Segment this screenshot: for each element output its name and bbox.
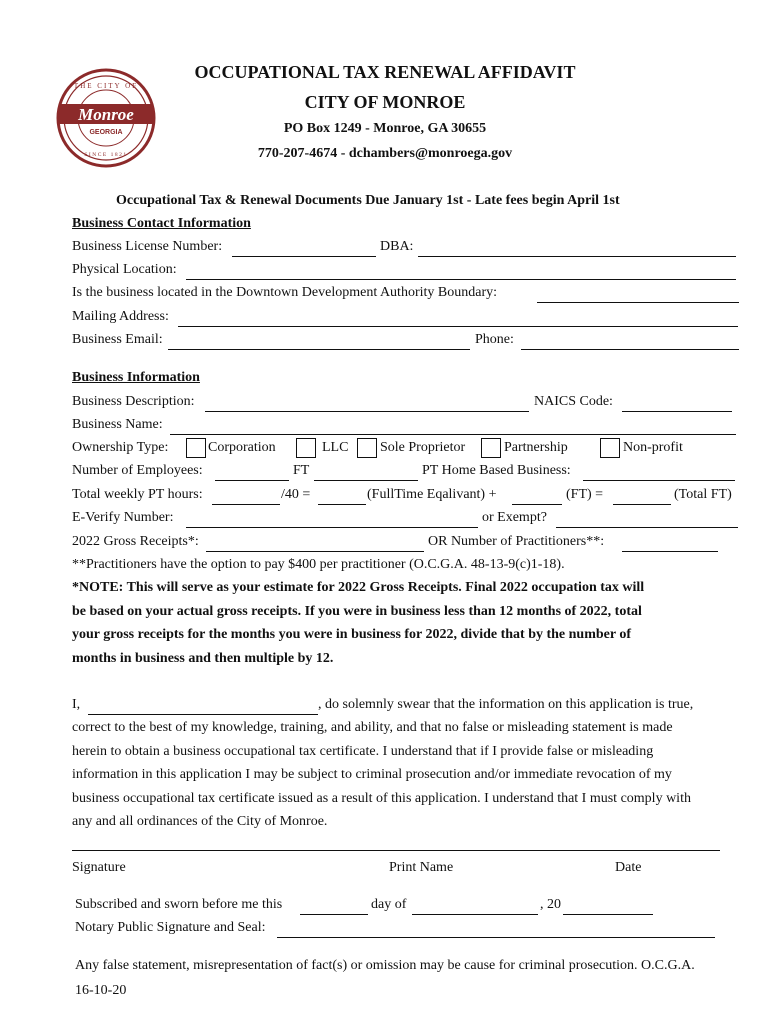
divide-by-40-label: /40 =: [281, 487, 311, 502]
phone-field[interactable]: [521, 331, 739, 350]
sole-proprietor-checkbox[interactable]: [357, 438, 377, 458]
signature-line-field[interactable]: [72, 832, 720, 851]
business-name-field[interactable]: [170, 416, 736, 435]
ft-equals-label: (FT) =: [566, 487, 604, 502]
mailing-address-label: Mailing Address:: [72, 309, 169, 324]
notary-signature-field[interactable]: [277, 919, 715, 938]
affidavit-line: business occupational tax certificate issued as a result of this application. I understand that I must comply with: [72, 791, 691, 806]
pt-home-based-field[interactable]: [583, 462, 735, 481]
day-of-label: day of: [371, 897, 407, 912]
dda-boundary-field[interactable]: [537, 284, 739, 303]
svg-text:THE CITY OF: THE CITY OF: [73, 82, 139, 90]
year-prefix-label: , 20: [540, 897, 561, 912]
estimate-note-line: months in business and then multiple by 12.: [72, 651, 334, 666]
pt-hours-label: Total weekly PT hours:: [72, 487, 203, 502]
svg-text:GEORGIA: GEORGIA: [89, 129, 123, 136]
mailing-address-field[interactable]: [178, 308, 738, 327]
license-number-field[interactable]: [232, 238, 376, 257]
phone-label: Phone:: [475, 332, 514, 347]
form-title: OCCUPATIONAL TAX RENEWAL AFFIDAVIT: [194, 62, 576, 82]
naics-code-label: NAICS Code:: [534, 394, 613, 409]
business-description-label: Business Description:: [72, 394, 195, 409]
affidavit-line: any and all ordinances of the City of Monroe.: [72, 814, 328, 829]
date-label: Date: [615, 860, 642, 875]
sole-proprietor-option-label: Sole Proprietor: [380, 440, 466, 455]
llc-option-label: LLC: [322, 440, 349, 455]
city-address: PO Box 1249 - Monroe, GA 30655: [283, 121, 487, 136]
dba-field[interactable]: [418, 238, 736, 257]
business-email-label: Business Email:: [72, 332, 163, 347]
corporation-checkbox[interactable]: [186, 438, 206, 458]
contact-section-heading: Business Contact Information: [72, 216, 251, 231]
gross-receipts-field[interactable]: [206, 533, 424, 552]
notary-label: Notary Public Signature and Seal:: [75, 920, 266, 935]
physical-location-field[interactable]: [186, 261, 736, 280]
city-name: CITY OF MONROE: [304, 92, 466, 112]
fulltime-equivalent-field[interactable]: [318, 486, 366, 505]
physical-location-label: Physical Location:: [72, 262, 177, 277]
practitioners-label: OR Number of Practitioners**:: [428, 534, 605, 549]
signature-label: Signature: [72, 860, 126, 875]
ownership-type-label: Ownership Type:: [72, 440, 169, 455]
gross-receipts-label: 2022 Gross Receipts*:: [72, 534, 199, 549]
total-ft-label: (Total FT): [674, 487, 732, 502]
info-section-heading: Business Information: [72, 370, 200, 385]
business-name-label: Business Name:: [72, 417, 163, 432]
corporation-option-label: Corporation: [208, 440, 276, 455]
business-email-field[interactable]: [168, 331, 470, 350]
employees-label: Number of Employees:: [72, 463, 203, 478]
estimate-note-line: *NOTE: This will serve as your estimate for 2022 Gross Receipts. Final 2022 occupation tax will: [72, 580, 645, 595]
fulltime-equivalent-label: (FullTime Eqalivant) +: [367, 487, 497, 502]
estimate-note-line: be based on your actual gross receipts. If you were in business less than 12 months of 2022, total: [72, 604, 642, 619]
affiant-name-field[interactable]: [88, 696, 318, 715]
total-ft-field[interactable]: [613, 486, 671, 505]
naics-code-field[interactable]: [622, 393, 732, 412]
estimate-note-line: your gross receipts for the months you were in business for 2022, divide that by the number of: [72, 627, 631, 642]
affidavit-line: information in this application I may be subject to criminal prosecution and/or immediate revocation of my: [72, 767, 672, 782]
dda-boundary-label: Is the business located in the Downtown Development Authority Boundary:: [72, 285, 497, 300]
pt-home-based-label: PT Home Based Business:: [422, 463, 571, 478]
practitioners-field[interactable]: [622, 533, 718, 552]
everify-field[interactable]: [186, 509, 478, 528]
practitioners-note: **Practitioners have the option to pay $400 per practitioner (O.C.G.A. 48-13-9(c)1-18).: [72, 557, 565, 572]
affidavit-prefix: I,: [72, 697, 81, 712]
ft-employees-field[interactable]: [215, 462, 289, 481]
non-profit-option-label: Non-profit: [623, 440, 683, 455]
svg-text:SINCE 1821: SINCE 1821: [84, 152, 128, 158]
due-notice: Occupational Tax & Renewal Documents Due January 1st - Late fees begin April 1st: [116, 193, 620, 208]
affidavit-line: , do solemnly swear that the information on this application is true,: [318, 697, 694, 712]
affidavit-line: correct to the best of my knowledge, training, and ability, and that no false or misleading statement is made: [72, 720, 673, 735]
business-description-field[interactable]: [205, 393, 529, 412]
print-name-label: Print Name: [389, 860, 454, 875]
affidavit-line: herein to obtain a business occupational tax certificate. I understand that if I provide false or misleading: [72, 744, 654, 759]
city-contact: 770-207-4674 - dchambers@monroega.gov: [257, 146, 513, 161]
exempt-label: or Exempt?: [482, 510, 547, 525]
partnership-option-label: Partnership: [504, 440, 568, 455]
exempt-field[interactable]: [556, 509, 738, 528]
everify-label: E-Verify Number:: [72, 510, 174, 525]
pt-hours-field[interactable]: [212, 486, 280, 505]
dba-label: DBA:: [380, 239, 414, 254]
pt-employees-field[interactable]: [314, 462, 418, 481]
sworn-month-field[interactable]: [412, 896, 538, 915]
svg-text:Monroe: Monroe: [78, 105, 134, 124]
sworn-year-field[interactable]: [563, 896, 653, 915]
ft-count-field[interactable]: [512, 486, 562, 505]
non-profit-checkbox[interactable]: [600, 438, 620, 458]
footer-code: 16-10-20: [75, 983, 127, 998]
ft-label: FT: [293, 463, 310, 478]
sworn-day-field[interactable]: [300, 896, 368, 915]
llc-checkbox[interactable]: [296, 438, 316, 458]
sworn-label: Subscribed and sworn before me this: [75, 897, 283, 912]
footer-warning: Any false statement, misrepresentation of fact(s) or omission may be cause for criminal prosecution. O.C.G.A.: [75, 958, 695, 973]
license-number-label: Business License Number:: [72, 239, 223, 254]
partnership-checkbox[interactable]: [481, 438, 501, 458]
